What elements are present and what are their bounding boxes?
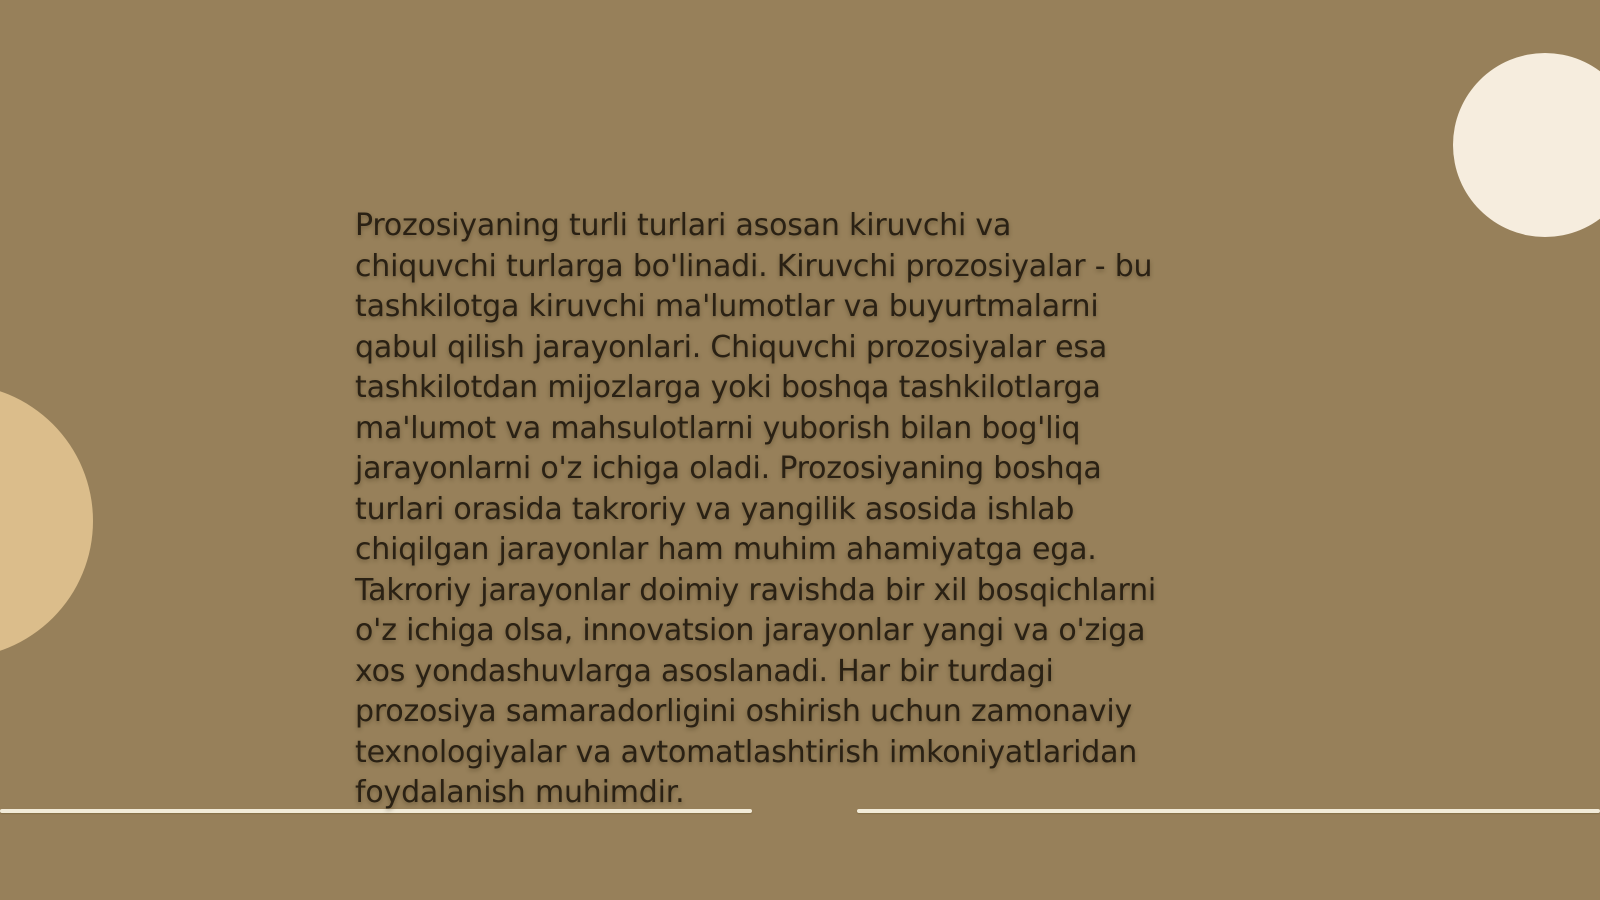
body-text-line: foydalanish muhimdir. bbox=[355, 775, 685, 810]
body-text-line: jarayonlarni o'z ichiga oladi. Prozosiyaning boshqa bbox=[355, 451, 1102, 486]
body-text-line: texnologiyalar va avtomatlashtirish imkoniyatlaridan bbox=[355, 734, 1138, 770]
body-text-line: tashkilotdan mijozlarga yoki boshqa tashkilotlarga bbox=[355, 370, 1101, 405]
body-text-line: prozosiya samaradorligini oshirish uchun zamonaviy bbox=[355, 694, 1133, 729]
body-text-line: ma'lumot va mahsulotlarni yuborish bilan bog'liq bbox=[355, 410, 1081, 446]
body-text-block bbox=[355, 206, 1156, 814]
body-text-line: Prozosiyaning turli turlari asosan kiruvchi va bbox=[355, 208, 1012, 243]
top-right-circle-decoration bbox=[1453, 53, 1600, 237]
body-text-line: tashkilotga kiruvchi ma'lumotlar va buyurtmalarni bbox=[355, 289, 1099, 324]
body-text-line: chiqilgan jarayonlar ham muhim ahamiyatga ega. bbox=[355, 532, 1097, 567]
body-text-line: turlari orasida takroriy va yangilik asosida ishlab bbox=[355, 491, 1075, 527]
body-text-line: xos yondashuvlarga asoslanadi. Har bir turdagi bbox=[355, 653, 1054, 689]
body-text-line: qabul qilish jarayonlari. Chiquvchi prozosiyalar esa bbox=[355, 329, 1108, 365]
body-text-line: chiquvchi turlarga bo'linadi. Kiruvchi prozosiyalar - bu bbox=[355, 248, 1153, 284]
left-circle-decoration bbox=[0, 384, 93, 658]
body-text-line: Takroriy jarayonlar doimiy ravishda bir xil bosqichlarni bbox=[355, 572, 1157, 608]
body-text-line: o'z ichiga olsa, innovatsion jarayonlar yangi va o'ziga bbox=[355, 613, 1146, 648]
